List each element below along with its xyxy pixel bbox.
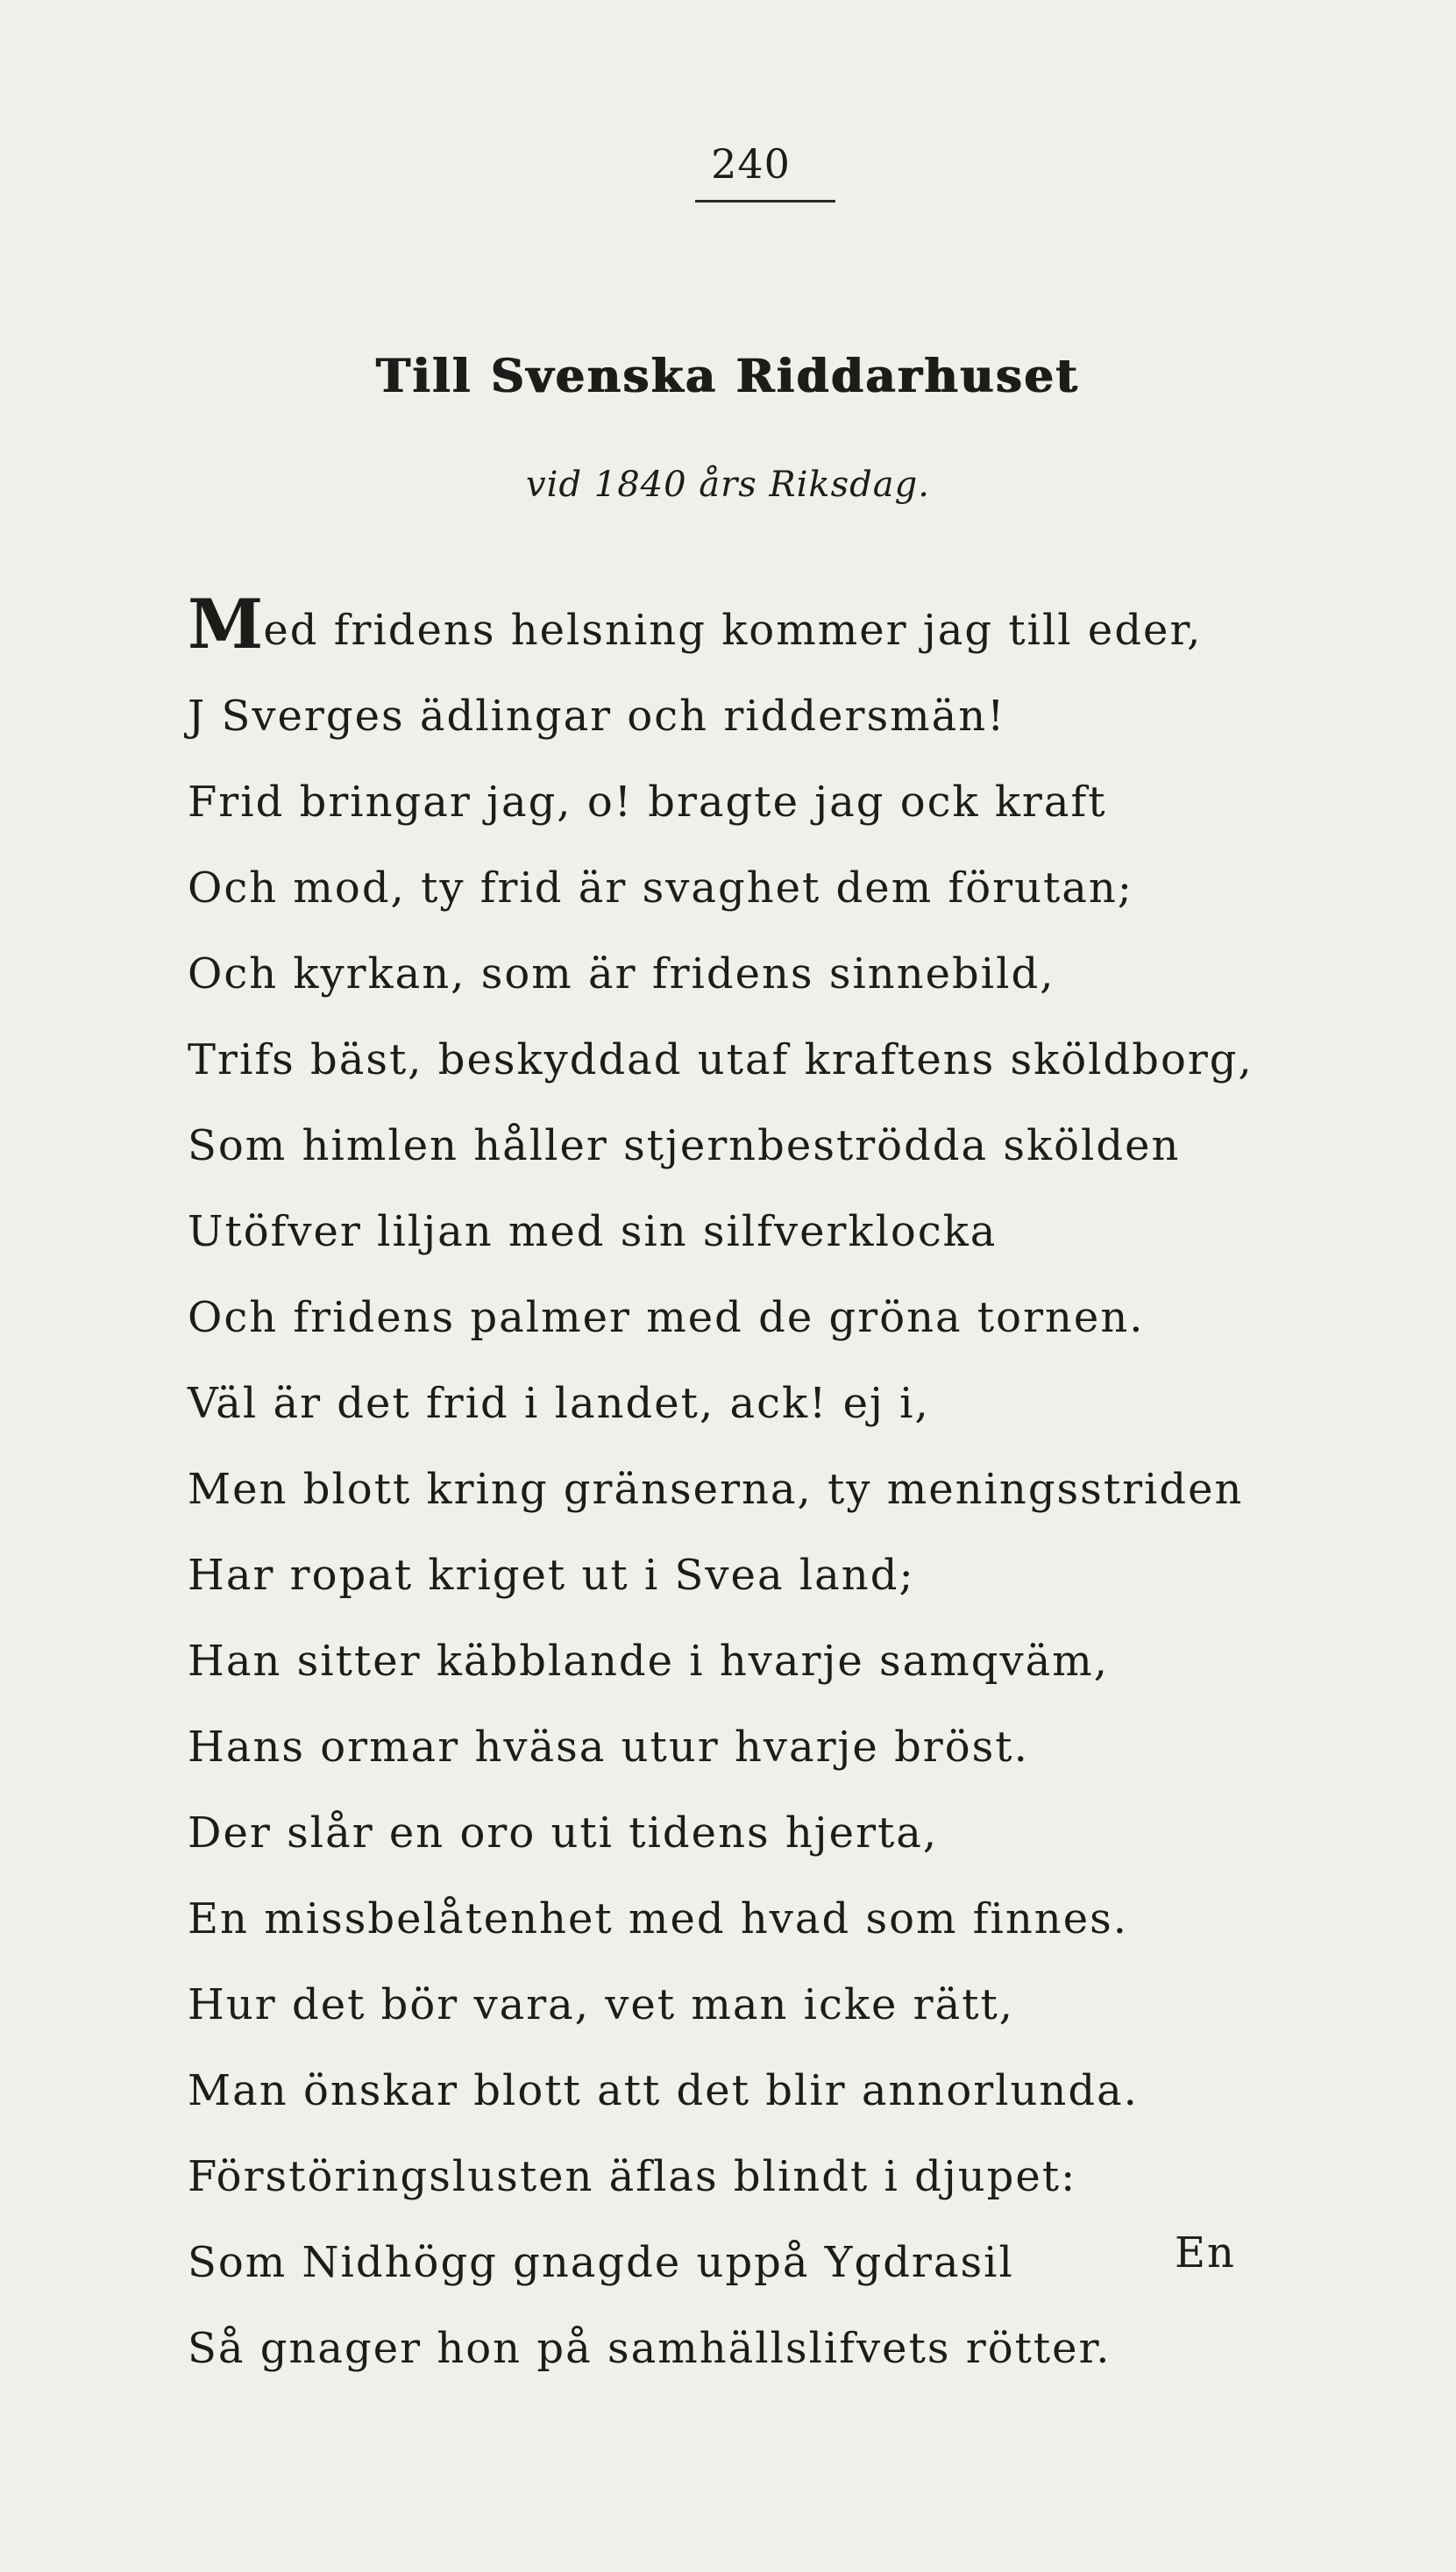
page-number-rule bbox=[695, 200, 835, 202]
poem-line: Utöfver liljan med sin silfverklocka bbox=[188, 1207, 998, 1256]
drop-cap: M bbox=[188, 585, 264, 664]
poem-line: En missbelåtenhet med hvad som finnes. bbox=[188, 1894, 1129, 1943]
poem-line: Förstöringslusten äflas blindt i djupet: bbox=[188, 2152, 1077, 2201]
poem-line: Så gnager hon på samhällslifvets rötter. bbox=[188, 2324, 1112, 2373]
poem-line: Har ropat kriget ut i Svea land; bbox=[188, 1551, 915, 1600]
poem-line: Hans ormar hväsa utur hvarje bröst. bbox=[188, 1723, 1029, 1772]
poem-line: Som himlen håller stjernbeströdda skölden bbox=[188, 1121, 1181, 1170]
poem-line: Som Nidhögg gnagde uppå Ygdrasil bbox=[188, 2238, 1014, 2287]
poem-line: Och mod, ty frid är svaghet dem förutan; bbox=[188, 863, 1133, 913]
poem-line: Hur det bör vara, vet man icke rätt, bbox=[188, 1980, 1015, 2029]
poem-line: Med fridens helsning kommer jag till eder, bbox=[188, 585, 1203, 664]
poem-line: Der slår en oro uti tidens hjerta, bbox=[188, 1808, 939, 1858]
poem-line: J Sverges ädlingar och riddersmän! bbox=[188, 692, 1006, 741]
poem-line: Frid bringar jag, o! bragte jag ock kraft bbox=[188, 778, 1107, 827]
poem-subtitle: vid 1840 års Riksdag. bbox=[526, 465, 930, 505]
poem-line: Trifs bäst, beskyddad utaf kraftens sköldborg, bbox=[188, 1035, 1254, 1084]
catchword: En bbox=[1175, 2228, 1236, 2277]
poem-line: Han sitter käbblande i hvarje samqväm, bbox=[188, 1637, 1109, 1686]
poem-line: Man önskar blott att det blir annorlunda. bbox=[188, 2066, 1139, 2115]
poem-line: Och kyrkan, som är fridens sinnebild, bbox=[188, 949, 1055, 998]
poem-title: Till Svenska Riddarhuset bbox=[376, 350, 1080, 403]
poem-body bbox=[188, 587, 1415, 2391]
poem-line: Väl är det frid i landet, ack! ej i, bbox=[188, 1379, 930, 1428]
page-number: 240 bbox=[711, 140, 791, 188]
poem-line: Och fridens palmer med de gröna tornen. bbox=[188, 1293, 1145, 1342]
poem-line: Men blott kring gränserna, ty meningsstriden bbox=[188, 1465, 1244, 1514]
